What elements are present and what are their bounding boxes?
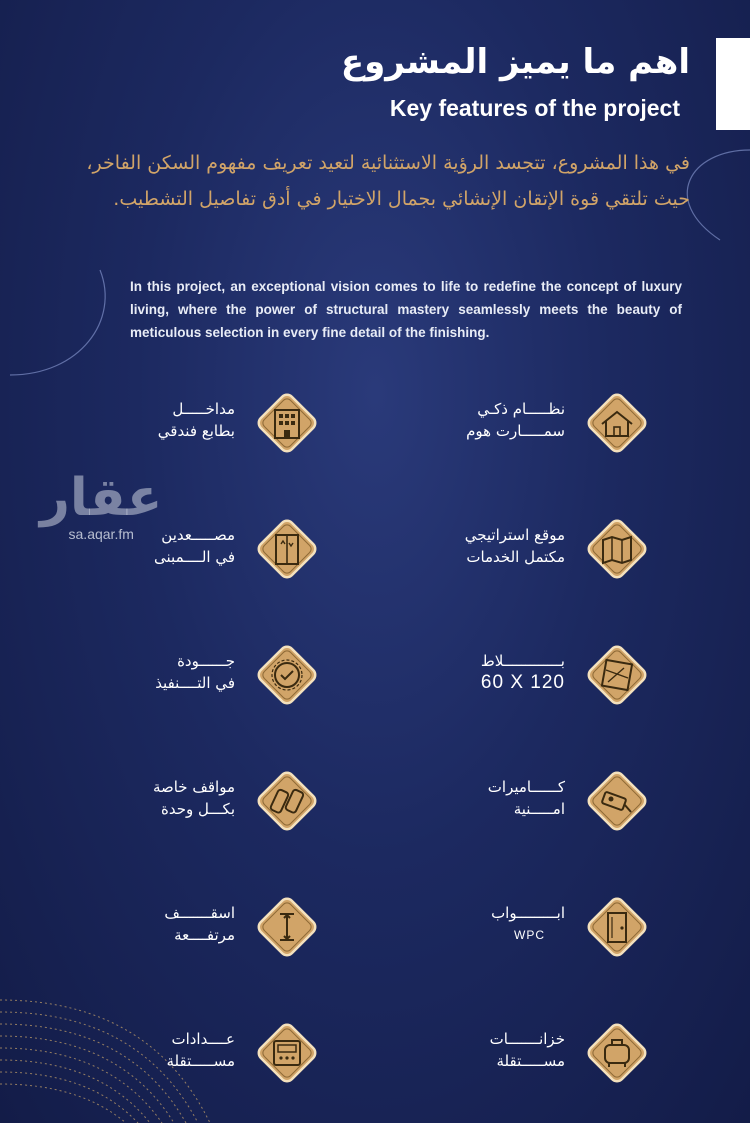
elevator-icon — [254, 516, 320, 582]
feature-item — [0, 516, 340, 606]
smart-home-icon — [584, 390, 650, 456]
feature-label — [35, 398, 235, 442]
feature-item — [330, 894, 670, 984]
feature-line2: في التــــنفيذ — [155, 674, 235, 692]
ceiling-height-icon — [254, 894, 320, 960]
feature-subtext: WPC — [514, 928, 545, 942]
feature-label — [35, 776, 235, 820]
feature-label — [365, 398, 565, 442]
feature-line2: امـــــنية — [513, 800, 565, 818]
feature-item — [0, 642, 340, 732]
feature-line1: خزانـــــــات — [489, 1030, 565, 1048]
feature-item — [330, 768, 670, 858]
decorative-arc-left — [0, 260, 140, 380]
feature-line1: اسقـــــــف — [164, 904, 235, 922]
feature-line2: مرتفــــعة — [174, 926, 235, 944]
feature-item — [330, 1020, 670, 1110]
tank-icon — [584, 1020, 650, 1086]
feature-line2: بطابع فندقي — [157, 422, 235, 440]
feature-item — [0, 768, 340, 858]
title-english: Key features of the project — [389, 95, 680, 121]
feature-item — [0, 1020, 340, 1110]
feature-subtext: 60 X 120 — [480, 672, 565, 693]
feature-line1: عــــدادات — [171, 1030, 235, 1048]
white-tab — [716, 38, 750, 130]
feature-line2: مكتمل الخدمات — [466, 548, 565, 566]
feature-line1: مصـــــعدين — [161, 526, 235, 544]
feature-item — [0, 390, 340, 480]
feature-label — [365, 902, 565, 946]
title-arabic: اهم ما يميز المشروع — [340, 42, 690, 82]
feature-label — [35, 650, 235, 694]
feature-line1: مواقف خاصة — [152, 778, 235, 796]
camera-icon — [584, 768, 650, 834]
feature-line2: في الــــمبنى — [154, 548, 235, 566]
map-icon — [584, 516, 650, 582]
intro-english: In this project, an exceptional vision comes to life to redefine the concept of luxury living, where the power of structural mastery seamlessly meets the beauty of meticulous selection in every fine detail of the finishing. — [130, 279, 682, 340]
intro-arabic: في هذا المشروع، تتجسد الرؤية الاستثنائية لتعيد تعريف مفهوم السكن الفاخر، حيث تلتقي قوة الإتقان الإنشائي بجمال الاختيار في أدق تفاصيل التشطيب. — [86, 152, 690, 210]
feature-line1: جــــــودة — [177, 652, 235, 670]
feature-label — [365, 1028, 565, 1072]
feature-line2: مســـــتقلة — [166, 1052, 235, 1070]
feature-label — [35, 902, 235, 946]
watermark-brand: عقار — [40, 468, 163, 528]
feature-line2: سمـــــارت هوم — [466, 422, 565, 440]
watermark-url: sa.aqar.fm — [68, 526, 134, 542]
building-icon — [254, 390, 320, 456]
feature-line1: مداخـــــل — [172, 400, 235, 418]
feature-line2: بكـــل وحدة — [160, 800, 235, 818]
feature-line1: موقع استراتيجي — [464, 526, 565, 544]
feature-label — [35, 524, 235, 568]
meter-icon — [254, 1020, 320, 1086]
feature-label — [365, 776, 565, 820]
feature-line1: بـــــــــــــلاط — [480, 652, 565, 670]
parking-icon — [254, 768, 320, 834]
feature-item — [0, 894, 340, 984]
feature-item — [330, 516, 670, 606]
feature-item — [330, 390, 670, 480]
feature-label — [35, 1028, 235, 1072]
feature-line2: مســـــتقلة — [496, 1052, 565, 1070]
feature-line1: كــــــاميرات — [487, 778, 565, 796]
feature-label — [365, 524, 565, 568]
tiles-icon — [584, 642, 650, 708]
feature-line1: ابـــــــــواب — [491, 904, 565, 922]
feature-item — [330, 642, 670, 732]
quality-badge-icon — [254, 642, 320, 708]
door-icon — [584, 894, 650, 960]
feature-label — [365, 650, 565, 694]
feature-line1: نظـــــام ذكـي — [477, 400, 565, 418]
